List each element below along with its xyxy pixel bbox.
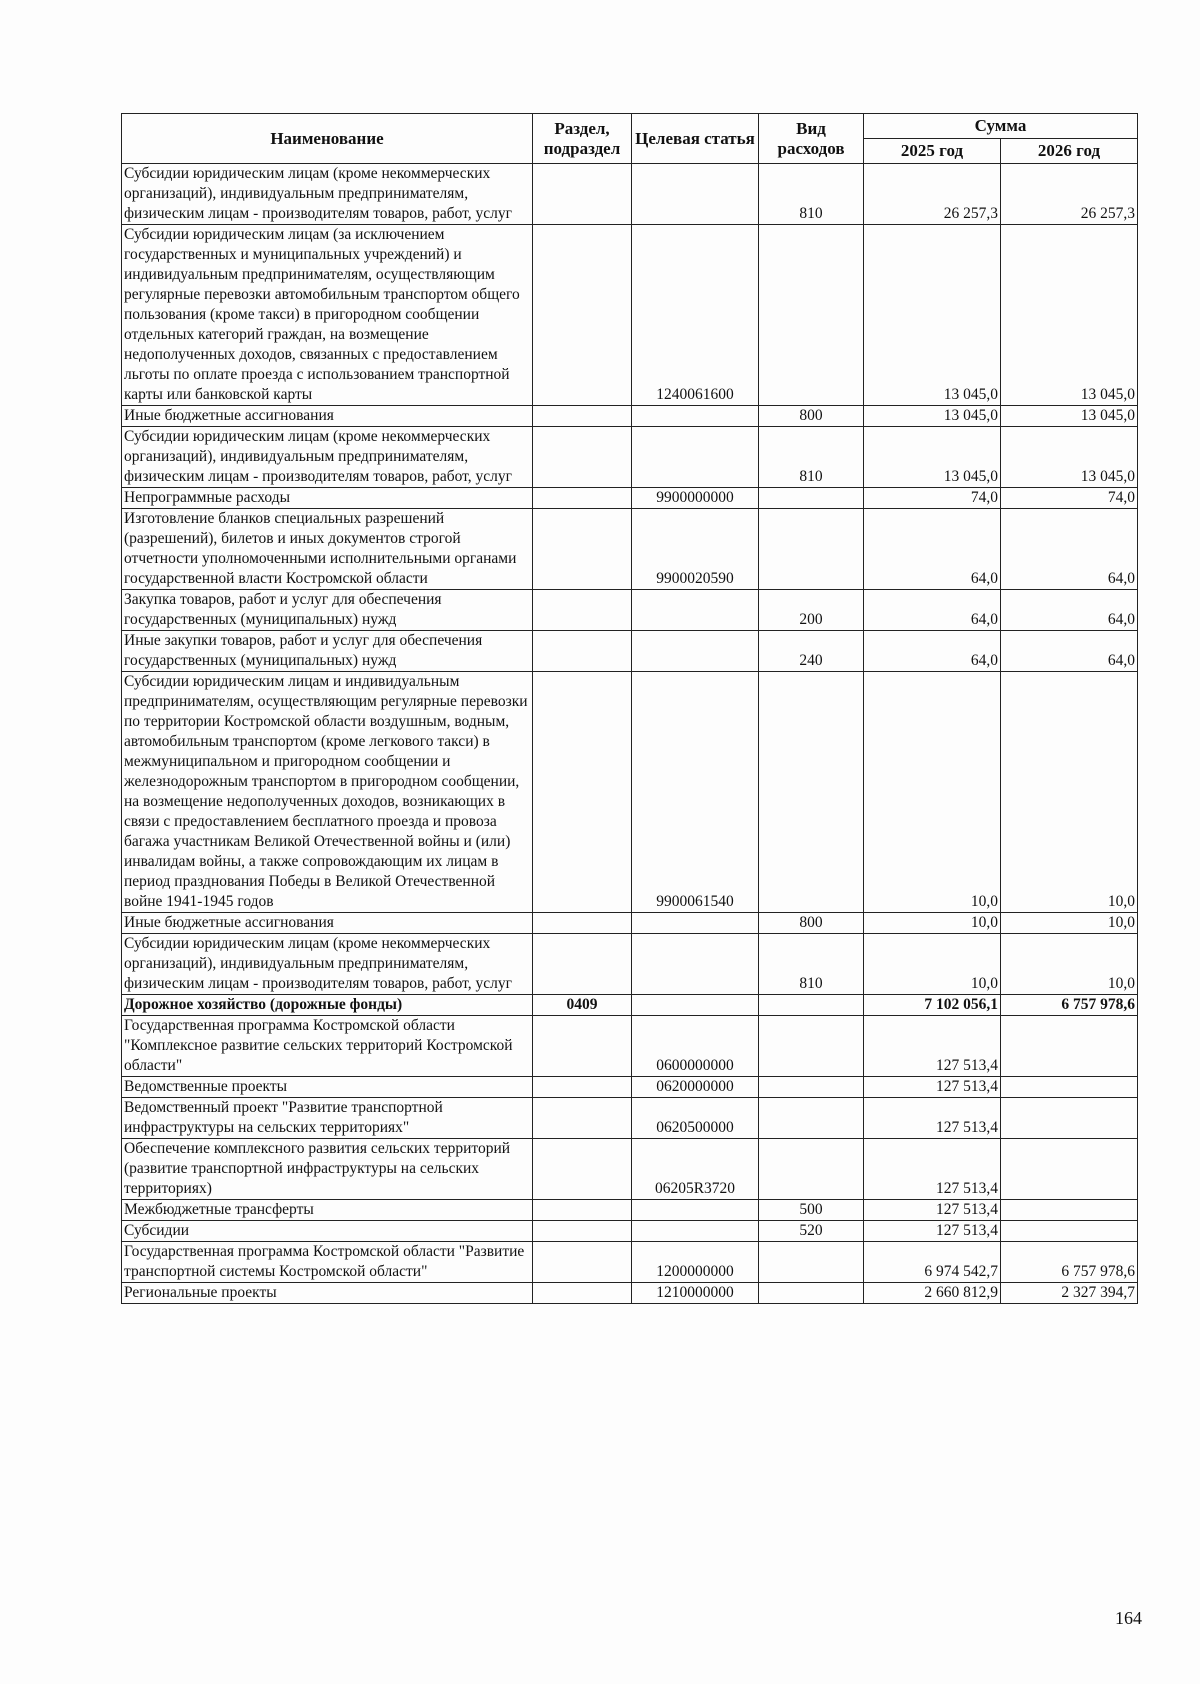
row-target: [632, 1200, 759, 1221]
row-amount-2026: [1001, 1077, 1138, 1098]
table-row: [122, 934, 1138, 995]
row-amount-2025: 13 045,0: [864, 427, 1001, 488]
row-target: 9900061540: [632, 672, 759, 913]
row-type: [759, 225, 864, 406]
row-type: 810: [759, 164, 864, 225]
row-amount-2026: [1001, 1098, 1138, 1139]
table-row: [122, 1098, 1138, 1139]
row-amount-2025: 10,0: [864, 672, 1001, 913]
row-name: Субсидии юридическим лицам (кроме некоммерческих организаций), индивидуальным предпринимателям, физическим лицам - производителям товаров, работ, услуг: [122, 164, 533, 225]
row-amount-2026: 6 757 978,6: [1001, 1242, 1138, 1283]
row-type: 800: [759, 406, 864, 427]
row-amount-2026: 10,0: [1001, 672, 1138, 913]
row-name: Ведомственный проект "Развитие транспортной инфраструктуры на сельских территориях": [122, 1098, 533, 1139]
row-name: Субсидии юридическим лицам и индивидуальным предпринимателям, осуществляющим регулярные перевозки по территории Костромской области воздушным, водным, автомобильным транспортом (кроме легкового такси) в межмуниципальном и пригородном сообщении и железнодорожным транспортом в пригородном сообщении, на возмещение недополученных доходов, возникающих в связи с предоставлением бесплатного проезда и провоза багажа участникам Великой Отечественной войны и (или) инвалидам войны, а также сопровождающим их лицам в период празднования Победы в Великой Отечественной войне 1941-1945 годов: [122, 672, 533, 913]
row-amount-2025: 2 660 812,9: [864, 1283, 1001, 1304]
row-type: [759, 1098, 864, 1139]
row-target: [632, 934, 759, 995]
row-section: [533, 509, 632, 590]
table-row: [122, 427, 1138, 488]
row-type: [759, 509, 864, 590]
table-row: [122, 1139, 1138, 1200]
header-section: Раздел, подраздел: [533, 114, 632, 164]
row-name: Дорожное хозяйство (дорожные фонды): [122, 995, 533, 1016]
row-section: [533, 1221, 632, 1242]
row-amount-2026: 13 045,0: [1001, 406, 1138, 427]
row-section: [533, 406, 632, 427]
table-row: [122, 1077, 1138, 1098]
row-amount-2026: 64,0: [1001, 590, 1138, 631]
table-row: [122, 1283, 1138, 1304]
row-amount-2026: [1001, 1200, 1138, 1221]
row-section: 0409: [533, 995, 632, 1016]
row-amount-2025: 127 513,4: [864, 1139, 1001, 1200]
row-type: 810: [759, 427, 864, 488]
table-row: [122, 1242, 1138, 1283]
page-number: 164: [1115, 1608, 1142, 1628]
row-target: 1210000000: [632, 1283, 759, 1304]
table-row: [122, 631, 1138, 672]
header-2025: 2025 год: [864, 139, 1001, 164]
row-target: 06205R3720: [632, 1139, 759, 1200]
row-amount-2025: 13 045,0: [864, 225, 1001, 406]
row-section: [533, 1016, 632, 1077]
row-amount-2025: 127 513,4: [864, 1077, 1001, 1098]
row-amount-2026: 64,0: [1001, 509, 1138, 590]
row-target: 9900000000: [632, 488, 759, 509]
row-name: Закупка товаров, работ и услуг для обеспечения государственных (муниципальных) нужд: [122, 590, 533, 631]
row-name: Субсидии юридическим лицам (кроме некоммерческих организаций), индивидуальным предпринимателям, физическим лицам - производителям товаров, работ, услуг: [122, 427, 533, 488]
row-type: [759, 1139, 864, 1200]
row-type: [759, 1283, 864, 1304]
row-amount-2026: [1001, 1139, 1138, 1200]
table-row: [122, 995, 1138, 1016]
row-amount-2025: 127 513,4: [864, 1221, 1001, 1242]
row-amount-2026: [1001, 1016, 1138, 1077]
header-2026: 2026 год: [1001, 139, 1138, 164]
row-amount-2025: 64,0: [864, 509, 1001, 590]
row-name: Иные бюджетные ассигнования: [122, 406, 533, 427]
row-section: [533, 488, 632, 509]
row-type: 200: [759, 590, 864, 631]
header-target: Целевая статья: [632, 114, 759, 164]
table-header: [122, 114, 1138, 164]
row-amount-2025: 64,0: [864, 590, 1001, 631]
row-amount-2025: 13 045,0: [864, 406, 1001, 427]
row-amount-2025: 26 257,3: [864, 164, 1001, 225]
row-name: Субсидии: [122, 1221, 533, 1242]
row-name: Иные закупки товаров, работ и услуг для обеспечения государственных (муниципальных) нужд: [122, 631, 533, 672]
row-target: 1240061600: [632, 225, 759, 406]
header-type: Вид расходов: [759, 114, 864, 164]
row-name: Субсидии юридическим лицам (за исключением государственных и муниципальных учреждений) и индивидуальным предпринимателям, осуществляющим регулярные перевозки автомобильным транспортом общего пользования (кроме такси) в пригородном сообщении отдельных категорий граждан, на возмещение недополученных доходов, связанных с предоставлением льготы по оплате проезда с использованием транспортной карты или банковской карты: [122, 225, 533, 406]
row-amount-2026: 2 327 394,7: [1001, 1283, 1138, 1304]
row-amount-2026: [1001, 1221, 1138, 1242]
row-section: [533, 1077, 632, 1098]
row-amount-2025: 74,0: [864, 488, 1001, 509]
row-target: 0600000000: [632, 1016, 759, 1077]
row-name: Изготовление бланков специальных разрешений (разрешений), билетов и иных документов строгой отчетности уполномоченными исполнительными органами государственной власти Костромской области: [122, 509, 533, 590]
row-name: Иные бюджетные ассигнования: [122, 913, 533, 934]
row-target: 9900020590: [632, 509, 759, 590]
row-amount-2025: 127 513,4: [864, 1016, 1001, 1077]
row-amount-2025: 7 102 056,1: [864, 995, 1001, 1016]
table-row: [122, 1016, 1138, 1077]
table-row: [122, 225, 1138, 406]
row-amount-2025: 10,0: [864, 934, 1001, 995]
header-name: Наименование: [122, 114, 533, 164]
row-section: [533, 631, 632, 672]
row-type: 240: [759, 631, 864, 672]
table-row: [122, 164, 1138, 225]
table-row: [122, 488, 1138, 509]
row-target: [632, 913, 759, 934]
row-section: [533, 1098, 632, 1139]
row-amount-2025: 127 513,4: [864, 1200, 1001, 1221]
row-amount-2026: 26 257,3: [1001, 164, 1138, 225]
row-type: 500: [759, 1200, 864, 1221]
row-target: 0620500000: [632, 1098, 759, 1139]
row-amount-2025: 6 974 542,7: [864, 1242, 1001, 1283]
row-type: [759, 1016, 864, 1077]
table-row: [122, 672, 1138, 913]
row-target: 0620000000: [632, 1077, 759, 1098]
row-name: Обеспечение комплексного развития сельских территорий (развитие транспортной инфраструктуры на сельских территориях): [122, 1139, 533, 1200]
row-target: [632, 1221, 759, 1242]
row-name: Государственная программа Костромской области "Комплексное развитие сельских территорий Костромской области": [122, 1016, 533, 1077]
row-amount-2026: 13 045,0: [1001, 225, 1138, 406]
row-name: Непрограммные расходы: [122, 488, 533, 509]
row-amount-2026: 74,0: [1001, 488, 1138, 509]
row-section: [533, 913, 632, 934]
row-name: Ведомственные проекты: [122, 1077, 533, 1098]
header-sum: Сумма: [864, 114, 1138, 139]
row-section: [533, 1242, 632, 1283]
row-name: Государственная программа Костромской области "Развитие транспортной системы Костромской области": [122, 1242, 533, 1283]
row-type: [759, 995, 864, 1016]
row-type: [759, 488, 864, 509]
row-type: 810: [759, 934, 864, 995]
row-amount-2026: 64,0: [1001, 631, 1138, 672]
row-amount-2026: 6 757 978,6: [1001, 995, 1138, 1016]
row-section: [533, 1200, 632, 1221]
row-name: Субсидии юридическим лицам (кроме некоммерческих организаций), индивидуальным предпринимателям, физическим лицам - производителям товаров, работ, услуг: [122, 934, 533, 995]
table-row: [122, 913, 1138, 934]
row-amount-2025: 64,0: [864, 631, 1001, 672]
row-name: Региональные проекты: [122, 1283, 533, 1304]
table-row: [122, 509, 1138, 590]
row-target: [632, 631, 759, 672]
row-target: 1200000000: [632, 1242, 759, 1283]
table-row: [122, 1200, 1138, 1221]
row-type: [759, 1242, 864, 1283]
row-name: Межбюджетные трансферты: [122, 1200, 533, 1221]
row-section: [533, 225, 632, 406]
row-section: [533, 934, 632, 995]
row-amount-2026: 10,0: [1001, 913, 1138, 934]
row-section: [533, 1139, 632, 1200]
row-target: [632, 164, 759, 225]
row-section: [533, 427, 632, 488]
row-type: [759, 672, 864, 913]
row-section: [533, 672, 632, 913]
row-section: [533, 164, 632, 225]
row-target: [632, 427, 759, 488]
row-section: [533, 590, 632, 631]
row-target: [632, 406, 759, 427]
row-amount-2025: 10,0: [864, 913, 1001, 934]
row-amount-2025: 127 513,4: [864, 1098, 1001, 1139]
row-type: 800: [759, 913, 864, 934]
row-amount-2026: 10,0: [1001, 934, 1138, 995]
row-type: [759, 1077, 864, 1098]
row-amount-2026: 13 045,0: [1001, 427, 1138, 488]
row-type: 520: [759, 1221, 864, 1242]
table-row: [122, 1221, 1138, 1242]
budget-table: [121, 113, 1138, 1304]
table-body: [122, 164, 1138, 1304]
row-section: [533, 1283, 632, 1304]
table-row: [122, 406, 1138, 427]
row-target: [632, 590, 759, 631]
table-row: [122, 590, 1138, 631]
row-target: [632, 995, 759, 1016]
